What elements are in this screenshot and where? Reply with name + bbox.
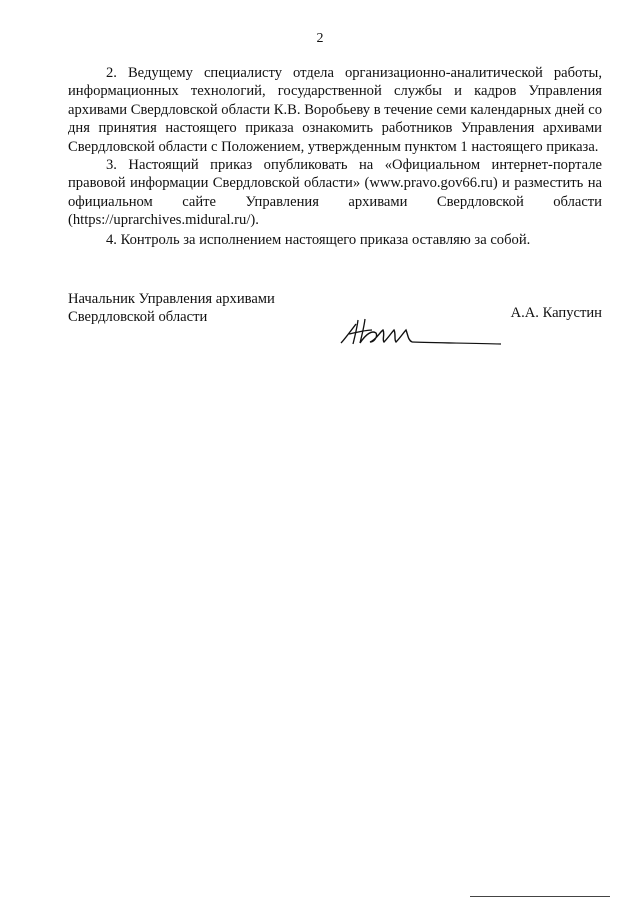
position-line-1: Начальник Управления архивами [68, 291, 275, 307]
paragraph-3: 3. Настоящий приказ опубликовать на «Официальном интернет-портале правовой информации Свердловской области» (www.pravo.gov66.ru) и разместить на официальном сайте Управления архивами Свердловской области (https://uprarchives.midural.ru/). [68, 157, 602, 229]
signature-position [68, 290, 275, 327]
paragraph-2: 2. Ведущему специалисту отдела организационно-аналитической работы, информационных технологий, государственной службы и кадров Управления архивами Свердловской области К.В. Воробьеву в течение семи календарных дней со дня принятия настоящего приказа ознакомить работников Управления архивами Свердловской области с Положением, утвержденным пунктом 1 настоящего приказа. [68, 65, 602, 155]
paragraph-4: 4. Контроль за исполнением настоящего приказа оставляю за собой. [106, 231, 531, 248]
document-body [68, 64, 602, 249]
handwritten-signature [336, 310, 506, 350]
page-number: 2 [316, 31, 324, 46]
position-line-2: Свердловской области [68, 309, 208, 326]
signer-name: А.А. Капустин [510, 305, 602, 321]
footer-divider [470, 896, 610, 897]
